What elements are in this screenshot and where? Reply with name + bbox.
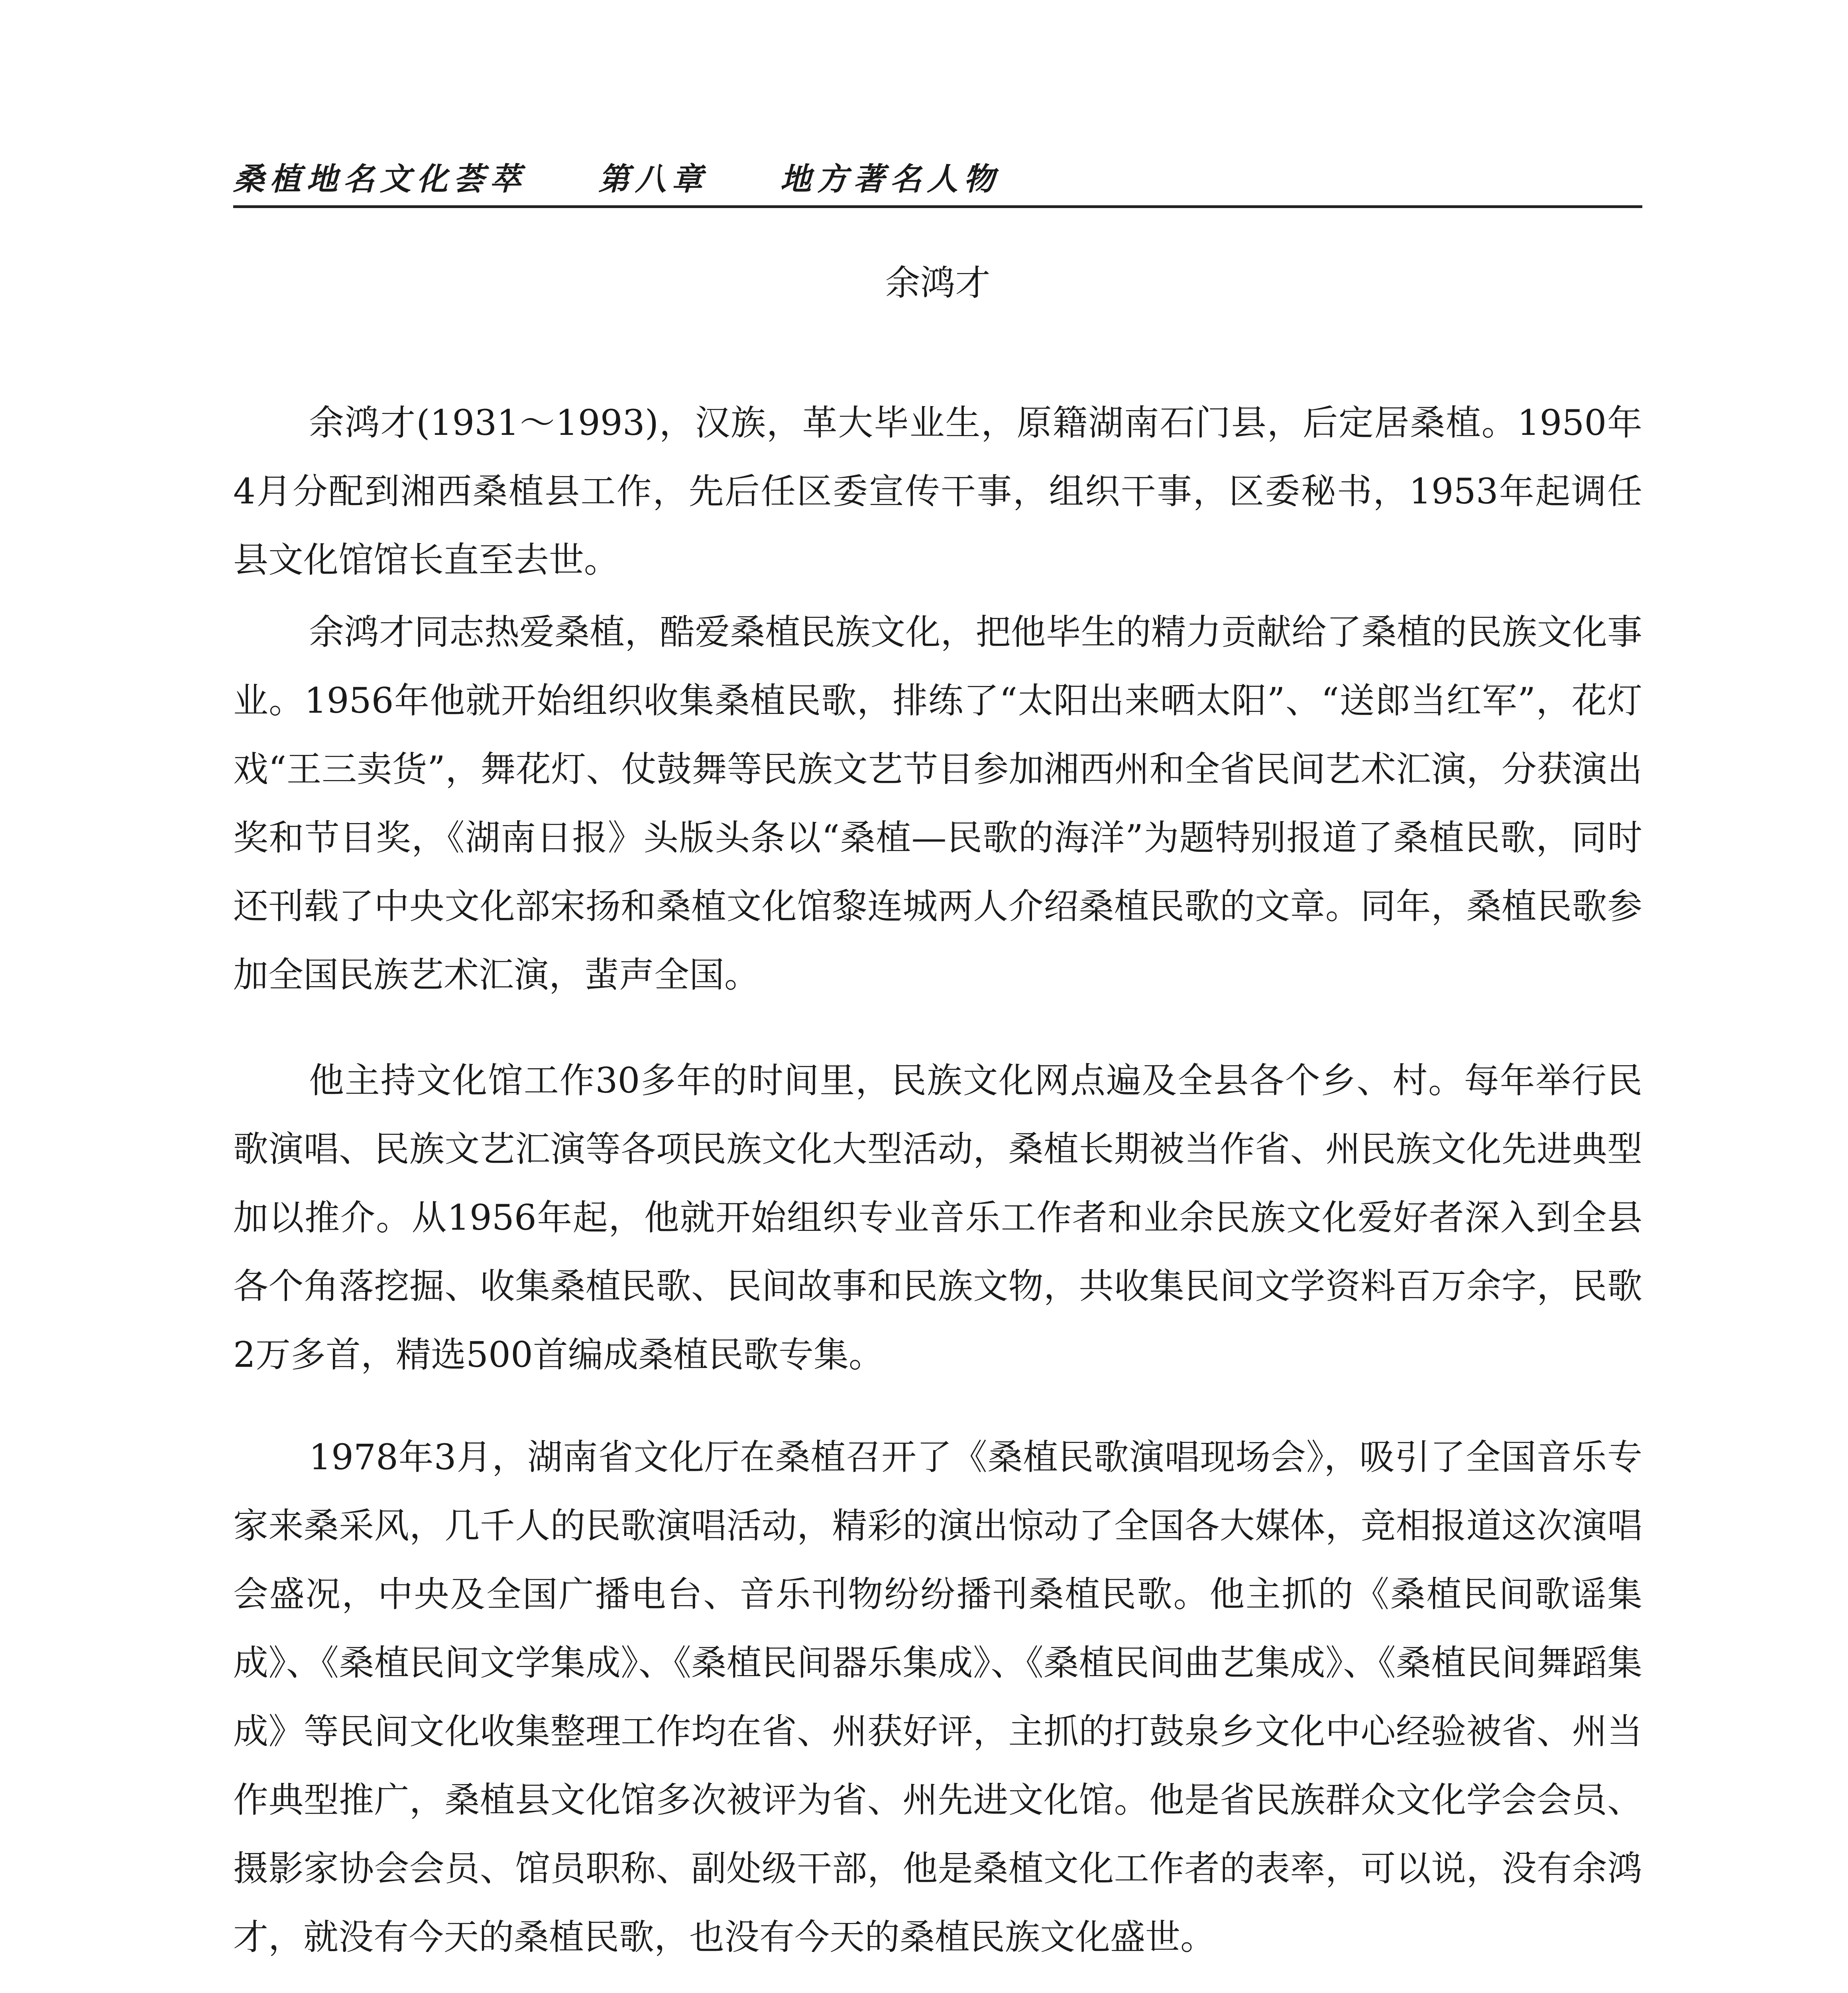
header-chapter-title: 地方著名人物 — [780, 161, 1001, 197]
paragraph: 余鸿才(1931～1993)，汉族，革大毕业生，原籍湖南石门县，后定居桑植。1950年4月分配到湘西桑植县工作，先后任区委宣传干事，组织干事，区委秘书，1953年起调任县文化馆馆长直至去世。 — [233, 402, 1642, 580]
paragraph: 1978年3月，湖南省文化厅在桑植召开了《桑植民歌演唱现场会》，吸引了全国音乐专家来桑采风，几千人的民歌演唱活动，精彩的演出惊动了全国各大媒体，竞相报道这次演唱会盛况，中央及全国广播电台、音乐刊物纷纷播刊桑植民歌。他主抓的《桑植民间歌谣集成》、《桑植民间文学集成》、《桑植民间器乐集成》、《桑植民间曲艺集成》、《桑植民间舞蹈集成》等民间文化收集整理工作均在省、州获好评，主抓的打鼓泉乡文化中心经验被省、州当作典型推广，桑植县文化馆多次被评为省、州先进文化馆。他是省民族群众文化学会会员、摄影家协会会员、馆员职称、副处级干部，他是桑植文化工作者的表率，可以说，没有余鸿才，就没有今天的桑植民歌，也没有今天的桑植民族文化盛世。 — [233, 1437, 1642, 1958]
section-title-yu-hongcai: 余鸿才 — [885, 262, 991, 303]
paragraph: 他主持文化馆工作30多年的时间里，民族文化网点遍及全县各个乡、村。每年举行民歌演唱、民族文艺汇演等各项民族文化大型活动，桑植长期被当作省、州民族文化先进典型加以推介。从1956年起，他就开始组织专业音乐工作者和业余民族文化爱好者深入到全县各个角落挖掘、收集桑植民歌、民间故事和民族文物，共收集民间文学资料百万余字，民歌2万多首，精选500首编成桑植民歌专集。 — [233, 1060, 1642, 1375]
paragraph: 余鸿才同志热爱桑植，酷爱桑植民族文化，把他毕生的精力贡献给了桑植的民族文化事业。1956年他就开始组织收集桑植民歌，排练了“太阳出来晒太阳”、“送郎当红军”，花灯戏“王三卖货”，舞花灯、仗鼓舞等民族文艺节目参加湘西州和全省民间艺术汇演，分获演出奖和节目奖，《湖南日报》头版头条以“桑植—民歌的海洋”为题特别报道了桑植民歌，同时还刊载了中央文化部宋扬和桑植文化馆黎连城两人介绍桑植民歌的文章。同年，桑植民歌参加全国民族艺术汇演，蜚声全国。 — [233, 611, 1642, 995]
header-chapter: 第八章 — [598, 161, 709, 197]
header-rule — [233, 205, 1642, 208]
running-header — [233, 147, 1642, 205]
header-book-title: 桑植地名文化荟萃 — [233, 161, 527, 197]
